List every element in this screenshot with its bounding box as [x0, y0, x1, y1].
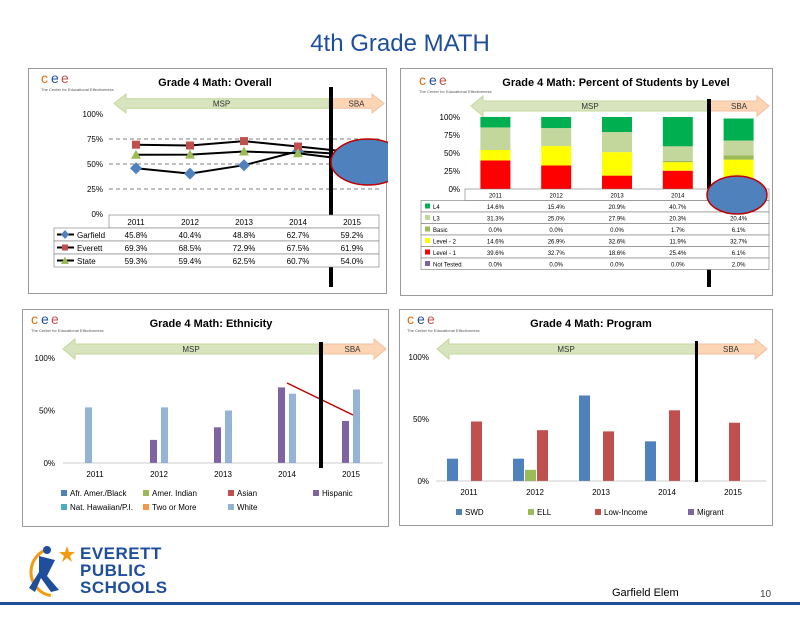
x-tick-label: 2011 — [460, 488, 478, 497]
legend-swatch — [425, 204, 430, 209]
x-tick-label: 2013 — [214, 470, 232, 479]
table-cell: 15.4% — [547, 205, 565, 211]
cee-logo-letter: c — [407, 311, 414, 327]
logo-text-1: EVERETT — [80, 544, 162, 563]
table-cell: 32.7% — [730, 239, 748, 246]
legend-label: Everett — [77, 244, 103, 253]
x-tick-label: 2015 — [343, 218, 361, 227]
table-cell: 68.5% — [178, 244, 202, 253]
bar-low-income — [537, 430, 548, 481]
bar-white — [161, 407, 168, 463]
footer-divider — [0, 602, 800, 605]
stacked-bar-segment — [480, 127, 510, 150]
table-row — [54, 254, 379, 267]
x-tick-label: 2015 — [342, 470, 360, 479]
legend-label: SWD — [465, 508, 484, 517]
legend-swatch — [425, 227, 430, 232]
table-cell: 14.6% — [486, 239, 504, 246]
chart-title: Grade 4 Math: Percent of Students by Level — [502, 77, 730, 89]
bar-white — [85, 407, 92, 463]
legend-swatch — [688, 509, 694, 515]
y-tick-label: 25% — [443, 167, 460, 176]
stacked-bar-segment — [541, 128, 571, 146]
legend-label: Hispanic — [322, 489, 353, 498]
x-tick-label: 2014 — [658, 488, 676, 497]
bar-white — [225, 411, 232, 464]
legend-swatch — [143, 504, 149, 510]
bar-hispanic — [214, 427, 221, 463]
legend-label: White — [237, 503, 258, 512]
cee-logo-letter: e — [439, 72, 447, 88]
table-row — [421, 235, 769, 247]
stacked-bar-segment — [724, 155, 754, 159]
chart-title: Grade 4 Math: Overall — [158, 77, 272, 89]
cee-logo-letter: e — [41, 311, 49, 327]
table-cell: 40.4% — [178, 231, 202, 240]
table-cell: 18.6% — [608, 251, 626, 257]
y-tick-label: 0% — [448, 185, 460, 194]
stacked-bar-segment — [602, 117, 632, 132]
table-cell: 45.8% — [124, 231, 148, 240]
legend-label: Level - 2 — [433, 239, 457, 246]
bar-low-income — [471, 421, 482, 481]
x-tick-label: 2011 — [488, 193, 502, 200]
x-tick-label: 2014 — [671, 193, 685, 200]
legend-label: ELL — [537, 508, 552, 517]
x-tick-label: 2012 — [150, 470, 168, 479]
table-cell: 26.9% — [547, 239, 565, 246]
table-row — [421, 212, 769, 224]
x-tick-label: 2013 — [610, 193, 624, 200]
table-cell: 60.7% — [286, 257, 310, 266]
table-cell: 20.4% — [730, 216, 748, 223]
y-tick-label: 50% — [412, 415, 429, 424]
cee-logo-tagline: The Center for Educational Effectiveness — [407, 328, 480, 333]
chart-title: Grade 4 Math: Program — [530, 318, 652, 330]
level-chart-panel — [400, 68, 773, 296]
school-name: Garfield Elem — [612, 587, 679, 599]
stacked-bar-segment — [480, 160, 510, 189]
y-tick-label: 100% — [82, 110, 103, 119]
table-cell: 31.3% — [486, 216, 504, 223]
msp-label: MSP — [212, 99, 231, 109]
data-point — [132, 141, 140, 149]
table-cell: 48.8% — [232, 231, 256, 240]
y-tick-label: 0% — [43, 459, 55, 468]
legend-label: Not Tested — [433, 262, 462, 269]
table-cell: 62.5% — [232, 257, 256, 266]
table-cell: 6.1% — [731, 251, 746, 257]
highlight-ellipse — [331, 139, 388, 185]
cee-logo-letter: e — [61, 70, 69, 86]
y-tick-label: 25% — [86, 185, 103, 194]
sba-label: SBA — [722, 345, 740, 354]
table-cell: 59.3% — [124, 257, 148, 266]
bar-white — [289, 394, 296, 463]
data-point — [186, 142, 194, 150]
table-cell: 69.3% — [124, 244, 148, 253]
y-tick-label: 100% — [34, 354, 55, 363]
cee-logo-letter: e — [51, 311, 59, 327]
legend-label: Afr. Amer./Black — [70, 489, 127, 498]
table-row — [421, 258, 769, 270]
stacked-bar-segment — [480, 150, 510, 161]
table-row — [421, 247, 769, 259]
bar-swd — [513, 459, 524, 481]
x-tick-label: 2013 — [235, 218, 253, 227]
stacked-bar-segment — [602, 176, 632, 189]
stacked-bar-segment — [602, 132, 632, 152]
data-point — [240, 137, 248, 145]
program-chart-panel — [399, 309, 773, 526]
table-cell: 6.1% — [731, 228, 746, 234]
x-tick-label: 2011 — [127, 218, 145, 227]
legend-swatch — [456, 509, 462, 515]
data-point — [238, 159, 250, 171]
x-tick-label: 2012 — [181, 218, 199, 227]
cee-logo-tagline: The Center for Educational Effectiveness — [41, 87, 114, 92]
table-cell: 0.0% — [610, 262, 624, 269]
stacked-bar-segment — [541, 117, 571, 128]
cee-logo-tagline: The Center for Educational Effectiveness — [419, 89, 492, 94]
legend-label: State — [77, 257, 96, 266]
bar-ell — [525, 470, 536, 481]
bar-low-income — [669, 410, 680, 481]
table-cell: 20.3% — [669, 216, 687, 223]
stacked-bar-segment — [724, 141, 754, 156]
legend-label: L3 — [433, 216, 440, 223]
ethnicity-chart — [23, 310, 390, 528]
y-tick-label: 75% — [86, 135, 103, 144]
sba-label: SBA — [348, 99, 365, 109]
x-tick-label: 2012 — [549, 193, 563, 200]
msp-sba-divider — [319, 342, 323, 468]
legend-marker — [62, 245, 68, 251]
table-cell: 25.0% — [547, 216, 565, 223]
table-cell: 39.6% — [486, 251, 504, 257]
table-cell: 14.6% — [486, 205, 504, 211]
cee-logo-tagline: The Center for Educational Effectiveness — [31, 328, 104, 333]
table-cell: 40.7% — [669, 205, 687, 211]
x-tick-label: 2014 — [278, 470, 296, 479]
cee-logo-letter: e — [429, 72, 437, 88]
sba-label: SBA — [730, 102, 748, 111]
legend-label: Migrant — [697, 508, 724, 517]
table-cell: 59.2% — [340, 231, 364, 240]
stacked-bar-segment — [663, 161, 693, 162]
level-chart — [401, 69, 774, 297]
legend-label: Asian — [237, 489, 258, 498]
stacked-bar-segment — [663, 171, 693, 189]
bar-low-income — [729, 423, 740, 481]
y-tick-label: 100% — [408, 353, 429, 362]
stacked-bar-segment — [663, 146, 693, 161]
table-cell: 32.7% — [547, 251, 565, 257]
logo-text-2: PUBLIC — [80, 561, 147, 580]
legend-label: L4 — [433, 205, 440, 211]
cee-logo-letter: e — [417, 311, 425, 327]
legend-swatch — [595, 509, 601, 515]
highlight-ellipse — [707, 176, 767, 214]
x-tick-label: 2011 — [86, 470, 104, 479]
msp-sba-divider — [695, 341, 698, 482]
bar-swd — [645, 441, 656, 481]
stacked-bar-segment — [724, 119, 754, 141]
table-cell: 61.9% — [340, 244, 364, 253]
bar-swd — [579, 395, 590, 481]
msp-label: MSP — [557, 345, 575, 354]
table-cell: 54.0% — [340, 257, 364, 266]
table-cell: 25.4% — [669, 251, 687, 257]
overall-chart — [29, 69, 388, 295]
chart-title: Grade 4 Math: Ethnicity — [149, 318, 273, 330]
program-chart — [400, 310, 774, 527]
y-tick-label: 0% — [417, 477, 429, 486]
bar-hispanic — [342, 421, 349, 463]
bar-hispanic — [278, 387, 285, 463]
cee-logo-letter: c — [31, 311, 38, 327]
stacked-bar-segment — [541, 165, 571, 189]
x-tick-label: 2012 — [526, 488, 544, 497]
stacked-bar-segment — [602, 152, 632, 175]
table-cell: 20.9% — [608, 205, 626, 211]
table-cell: 59.4% — [178, 257, 202, 266]
table-cell: 11.9% — [669, 239, 687, 246]
page-title: 4th Grade MATH — [310, 30, 490, 57]
bar-swd — [447, 459, 458, 481]
stacked-bar-segment — [541, 146, 571, 165]
table-cell: 27.9% — [608, 216, 626, 223]
data-point — [184, 168, 196, 180]
cee-logo-letter: e — [427, 311, 435, 327]
x-tick-label: 2015 — [724, 488, 742, 497]
legend-swatch — [228, 504, 234, 510]
table-cell: 0.0% — [549, 228, 564, 234]
legend-label: Level - 1 — [433, 251, 457, 257]
table-cell: 0.0% — [488, 228, 503, 234]
y-tick-label: 100% — [439, 113, 460, 122]
sba-label: SBA — [344, 345, 361, 354]
cee-logo-letter: e — [51, 70, 59, 86]
table-cell: 1.7% — [670, 228, 685, 234]
x-tick-label: 2013 — [592, 488, 610, 497]
legend-swatch — [425, 215, 430, 220]
y-tick-label: 75% — [443, 131, 460, 140]
stacked-bar-segment — [663, 162, 693, 171]
cee-logo-letter: c — [419, 72, 426, 88]
stacked-bar-segment — [663, 117, 693, 146]
table-cell: 32.6% — [608, 239, 626, 246]
legend-swatch — [143, 490, 149, 496]
ethnicity-chart-panel — [22, 309, 389, 527]
table-row — [54, 241, 379, 254]
logo-text-3: SCHOOLS — [80, 578, 168, 597]
legend-swatch — [61, 504, 67, 510]
legend-label: Amer. Indian — [152, 489, 197, 498]
bar-low-income — [603, 431, 614, 481]
table-cell: 0.0% — [488, 262, 503, 269]
page-number: 10 — [760, 589, 772, 600]
legend-swatch — [61, 490, 67, 496]
table-cell: 72.9% — [232, 244, 256, 253]
cee-logo-letter: c — [41, 70, 48, 86]
legend-label: Garfield — [77, 231, 106, 240]
table-cell: 0.0% — [549, 262, 564, 269]
y-tick-label: 50% — [443, 149, 460, 158]
y-tick-label: 0% — [91, 210, 103, 219]
stacked-bar-segment — [480, 117, 510, 128]
overall-chart-panel — [28, 68, 387, 294]
y-tick-label: 50% — [86, 160, 103, 169]
table-cell: 2.0% — [731, 262, 746, 269]
msp-label: MSP — [182, 345, 200, 354]
legend-label: Nat. Hawaiian/P.I. — [70, 503, 133, 512]
legend-label: Low-Income — [604, 508, 648, 517]
bar-hispanic — [150, 440, 157, 463]
legend-swatch — [528, 509, 534, 515]
y-tick-label: 50% — [38, 406, 55, 416]
msp-label: MSP — [581, 102, 599, 111]
table-cell: 0.0% — [610, 228, 624, 234]
legend-swatch — [425, 261, 430, 266]
legend-swatch — [425, 238, 430, 243]
table-row — [421, 224, 769, 236]
bar-white — [353, 390, 360, 464]
table-cell: 67.5% — [286, 244, 310, 253]
legend-swatch — [313, 490, 319, 496]
table-cell: 0.0% — [670, 262, 685, 269]
legend-swatch — [228, 490, 234, 496]
legend-label: Basic — [433, 228, 448, 234]
x-tick-label: 2014 — [289, 218, 307, 227]
legend-swatch — [425, 250, 430, 255]
table-cell: 62.7% — [286, 231, 310, 240]
legend-label: Two or More — [152, 503, 197, 512]
